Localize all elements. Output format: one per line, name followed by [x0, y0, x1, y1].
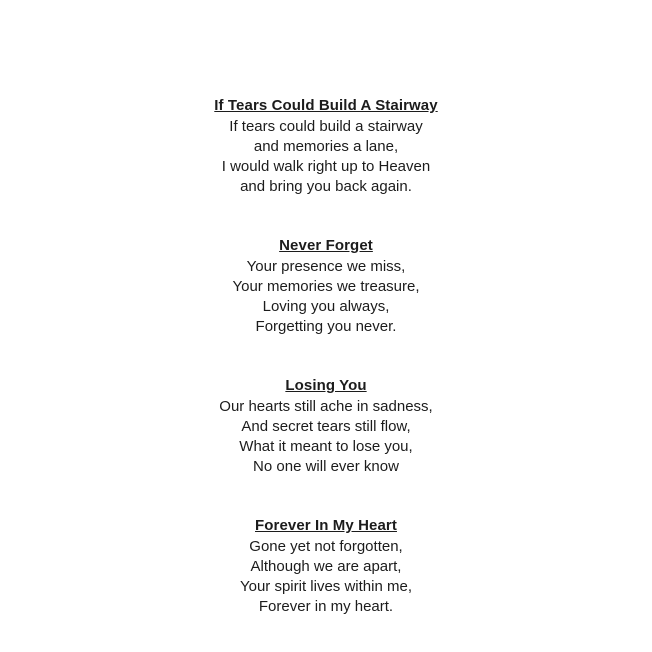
- poem-title: Forever In My Heart: [255, 517, 397, 534]
- poem-title: Never Forget: [279, 237, 373, 254]
- poem-stanza: [146, 95, 506, 197]
- poem-title: Losing You: [285, 377, 367, 394]
- poem-title: If Tears Could Build A Stairway: [214, 97, 438, 114]
- poem-line: Loving you always,: [262, 298, 390, 315]
- poem-stanza: [146, 235, 506, 337]
- poem-line: Our hearts still ache in sadness,: [219, 398, 433, 415]
- poem-line: and memories a lane,: [253, 138, 399, 155]
- poem-stanza: [146, 375, 506, 477]
- poem-line: and bring you back again.: [240, 178, 412, 195]
- poem-line: Your spirit lives within me,: [239, 578, 412, 595]
- poem-stanza: [146, 515, 506, 617]
- poem-line: No one will ever know: [253, 458, 399, 475]
- poem-line: I would walk right up to Heaven: [221, 158, 431, 175]
- poem-line: And secret tears still flow,: [241, 418, 411, 435]
- poem-line: Gone yet not forgotten,: [249, 538, 403, 555]
- poem-line: Although we are apart,: [250, 558, 402, 575]
- poem-line: Your presence we miss,: [246, 258, 406, 275]
- poem-column: [146, 95, 506, 617]
- poem-line: Forever in my heart.: [258, 598, 394, 615]
- poem-line: If tears could build a stairway: [229, 118, 423, 135]
- poem-line: Your memories we treasure,: [232, 278, 420, 295]
- poem-line: Forgetting you never.: [255, 318, 397, 335]
- poem-line: What it meant to lose you,: [239, 438, 413, 455]
